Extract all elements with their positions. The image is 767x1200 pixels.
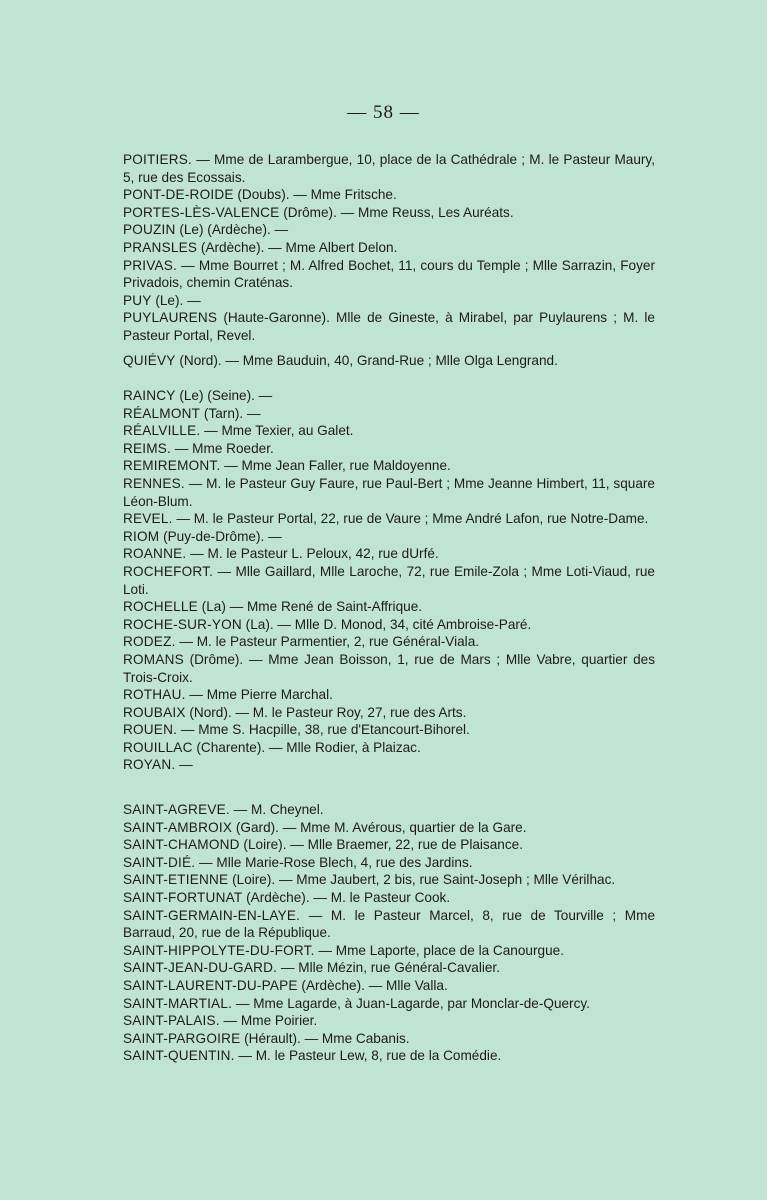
entry-contacts: — Mme Texier, au Galet.	[200, 423, 354, 439]
directory-entry	[123, 819, 655, 837]
town-name: ROUEN.	[123, 722, 178, 738]
town-name: SAINT-FORTUNAT	[123, 889, 243, 905]
town-name: SAINT-PALAIS.	[123, 1013, 220, 1029]
directory-entry	[123, 545, 655, 563]
town-name: PONT-DE-ROIDE	[123, 187, 234, 203]
entry-contacts: (Le). —	[151, 292, 201, 308]
entry-contacts: — Mme Laporte, place de la Canourgue.	[314, 942, 564, 958]
directory-entry	[123, 387, 655, 405]
entry-contacts: (Loire). — Mlle Braemer, 22, rue de Plaisance.	[239, 837, 523, 853]
directory-entry	[123, 405, 655, 423]
directory-entry	[123, 995, 655, 1013]
town-name: SAINT-PARGOIRE	[123, 1030, 241, 1046]
entry-contacts: (Hérault). — Mme Cabanis.	[240, 1030, 410, 1046]
directory-entry	[123, 889, 655, 907]
entry-contacts: — M. le Pasteur L. Peloux, 42, rue dUrfé.	[186, 546, 439, 562]
directory-entry	[123, 528, 655, 546]
town-name: PRANSLES	[123, 239, 198, 255]
town-name: ROUILLAC	[123, 739, 193, 755]
town-name: REIMS.	[123, 440, 172, 456]
page-number: — 58 —	[347, 102, 420, 123]
town-name: PORTES-LÈS-VALENCE	[123, 204, 280, 220]
directory-entry	[123, 563, 655, 598]
directory-entry	[123, 854, 655, 872]
entry-contacts: (Loire). — Mme Jaubert, 2 bis, rue Saint-Joseph ; Mlle Vérilhac.	[228, 872, 616, 888]
town-name: ROTHAU.	[123, 687, 186, 703]
entry-contacts: (Le) (Ardèche). —	[175, 222, 289, 238]
directory-entry	[123, 704, 655, 722]
directory-entry	[123, 204, 655, 222]
town-name: ROMANS	[123, 651, 184, 667]
directory-entry	[123, 352, 655, 370]
section-p	[123, 151, 655, 345]
entry-contacts: — Mme Roeder.	[171, 440, 274, 456]
directory-entry	[123, 440, 655, 458]
entry-contacts: (La) — Mme René de Saint-Affrique.	[197, 599, 423, 615]
entry-contacts: (Ardèche). — Mlle Valla.	[297, 977, 448, 993]
entry-contacts: (Drôme). — Mme Jean Boisson, 1, rue de Mars ; Mlle Vabre, quartier des Trois-Croix.	[123, 651, 655, 685]
town-name: ROANNE.	[123, 546, 187, 562]
entry-contacts: — Mme S. Hacpille, 38, rue d'Etancourt-Bihorel.	[177, 722, 470, 738]
directory-entry	[123, 598, 655, 616]
section-q	[123, 352, 655, 370]
town-name: POUZIN	[123, 222, 176, 238]
directory-entry	[123, 422, 655, 440]
town-name: REMIREMONT.	[123, 458, 221, 474]
town-name: SAINT-HIPPOLYTE-DU-FORT.	[123, 942, 315, 958]
town-name: ROCHE-SUR-YON	[123, 616, 242, 632]
town-name: SAINT-MARTIAL.	[123, 995, 233, 1011]
town-name: RIOM	[123, 528, 160, 544]
directory-entry	[123, 959, 655, 977]
directory-entry	[123, 721, 655, 739]
town-name: POITIERS.	[123, 152, 193, 167]
entry-contacts: — Mlle Gaillard, Mlle Laroche, 72, rue Emile-Zola ; Mme Loti-Viaud, rue Loti.	[123, 563, 655, 597]
town-name: RÉALVILLE.	[123, 423, 201, 439]
entry-contacts: (Ardèche). — Mme Albert Delon.	[197, 239, 398, 255]
town-name: SAINT-AGREVE.	[123, 802, 230, 817]
entry-contacts: (Le) (Seine). —	[175, 388, 273, 403]
directory-entry	[123, 942, 655, 960]
directory-entry	[123, 801, 655, 819]
town-name: SAINT-DIÉ.	[123, 854, 196, 870]
entry-contacts: (Nord). — M. le Pasteur Roy, 27, rue des Arts.	[185, 704, 467, 720]
entry-contacts: — Mlle Marie-Rose Blech, 4, rue des Jardins.	[195, 854, 473, 870]
entry-contacts: (Puy-de-Drôme). —	[159, 528, 282, 544]
directory-entry	[123, 510, 655, 528]
town-name: SAINT-GERMAIN-EN-LAYE.	[123, 907, 301, 923]
town-name: PUY	[123, 292, 152, 308]
entry-contacts: — Mme Poirier.	[219, 1013, 318, 1029]
directory-entry	[123, 239, 655, 257]
entry-contacts: (Doubs). — Mme Fritsche.	[233, 187, 397, 203]
directory-entry	[123, 475, 655, 510]
town-name: SAINT-QUENTIN.	[123, 1048, 235, 1064]
directory-entry	[123, 151, 655, 186]
entry-contacts: — M. le Pasteur Portal, 22, rue de Vaure ; Mme André Lafon, rue Notre-Dame.	[172, 511, 649, 527]
town-name: ROYAN.	[123, 757, 176, 773]
entry-contacts: — M. le Pasteur Guy Faure, rue Paul-Bert ; Mme Jeanne Himbert, 11, square Léon-Blum.	[123, 475, 655, 509]
section-s	[123, 801, 655, 1065]
entry-contacts: — Mme Jean Faller, rue Maldoyenne.	[220, 458, 451, 474]
town-name: PRIVAS.	[123, 257, 178, 273]
entry-contacts: — Mme Pierre Marchal.	[185, 687, 333, 703]
entry-contacts: — Mlle Mézin, rue Général-Cavalier.	[277, 960, 500, 976]
directory-entry	[123, 1047, 655, 1065]
entry-contacts: (Gard). — Mme M. Avérous, quartier de la Gare.	[232, 819, 527, 835]
directory-entry	[123, 1030, 655, 1048]
entry-contacts: (Drôme). — Mme Reuss, Les Auréats.	[279, 204, 514, 220]
town-name: SAINT-JEAN-DU-GARD.	[123, 960, 278, 976]
town-name: SAINT-LAURENT-DU-PAPE	[123, 977, 298, 993]
entry-contacts: (Ardèche). — M. le Pasteur Cook.	[242, 889, 451, 905]
town-name: SAINT-ETIENNE	[123, 872, 229, 888]
directory-entry	[123, 836, 655, 854]
directory-entry	[123, 616, 655, 634]
directory-entry	[123, 309, 655, 344]
entry-contacts: — Mme de Larambergue, 10, place de la Cathédrale ; M. le Pasteur Maury, 5, rue des Ecossais.	[123, 152, 655, 185]
directory-entry	[123, 257, 655, 292]
town-name: ROCHELLE	[123, 599, 198, 615]
entry-contacts: —	[175, 757, 193, 773]
entry-contacts: — M. le Pasteur Marcel, 8, rue de Tourville ; Mme Barraud, 20, rue de la République.	[123, 907, 655, 941]
entry-contacts: (Haute-Garonne). Mlle de Gineste, à Mirabel, par Puylaurens ; M. le Pasteur Portal, Revel.	[123, 310, 655, 343]
town-name: SAINT-CHAMOND	[123, 837, 240, 853]
entry-contacts: (Charente). — Mlle Rodier, à Plaizac.	[192, 739, 421, 755]
entry-contacts: — M. le Pasteur Lew, 8, rue de la Comédie.	[234, 1048, 502, 1064]
directory-entry	[123, 756, 655, 774]
entry-contacts: (La). — Mlle D. Monod, 34, cité Ambroise-Paré.	[241, 616, 532, 632]
town-name: RENNES.	[123, 475, 185, 491]
directory-entry	[123, 186, 655, 204]
town-name: REVEL.	[123, 511, 173, 527]
town-name: ROCHEFORT.	[123, 563, 214, 579]
town-name: RAINCY	[123, 388, 176, 403]
town-name: QUIÉVY	[123, 353, 176, 368]
town-name: SAINT-AMBROIX	[123, 819, 233, 835]
entry-contacts: (Tarn). —	[200, 405, 261, 421]
town-name: RÉALMONT	[123, 405, 201, 421]
directory-entry	[123, 1012, 655, 1030]
directory-entry	[123, 871, 655, 889]
town-name: PUYLAURENS	[123, 310, 218, 326]
directory-entry	[123, 651, 655, 686]
directory-entry	[123, 977, 655, 995]
directory-entry	[123, 739, 655, 757]
town-name: ROUBAIX	[123, 704, 186, 720]
entry-contacts: (Nord). — Mme Bauduin, 40, Grand-Rue ; Mlle Olga Lengrand.	[175, 353, 558, 368]
section-r	[123, 387, 655, 774]
directory-entry	[123, 633, 655, 651]
directory-entry	[123, 686, 655, 704]
entry-contacts: — M. Cheynel.	[229, 802, 324, 817]
directory-entry	[123, 292, 655, 310]
town-name: RODEZ.	[123, 634, 176, 650]
directory-entry	[123, 221, 655, 239]
directory-entry	[123, 907, 655, 942]
entry-contacts: — Mme Lagarde, à Juan-Lagarde, par Monclar-de-Quercy.	[232, 995, 590, 1011]
directory-entry	[123, 457, 655, 475]
entry-contacts: — Mme Bourret ; M. Alfred Bochet, 11, cours du Temple ; Mlle Sarrazin, Foyer Privadois, chemin Craténas.	[123, 257, 655, 291]
entry-contacts: — M. le Pasteur Parmentier, 2, rue Général-Viala.	[175, 634, 480, 650]
